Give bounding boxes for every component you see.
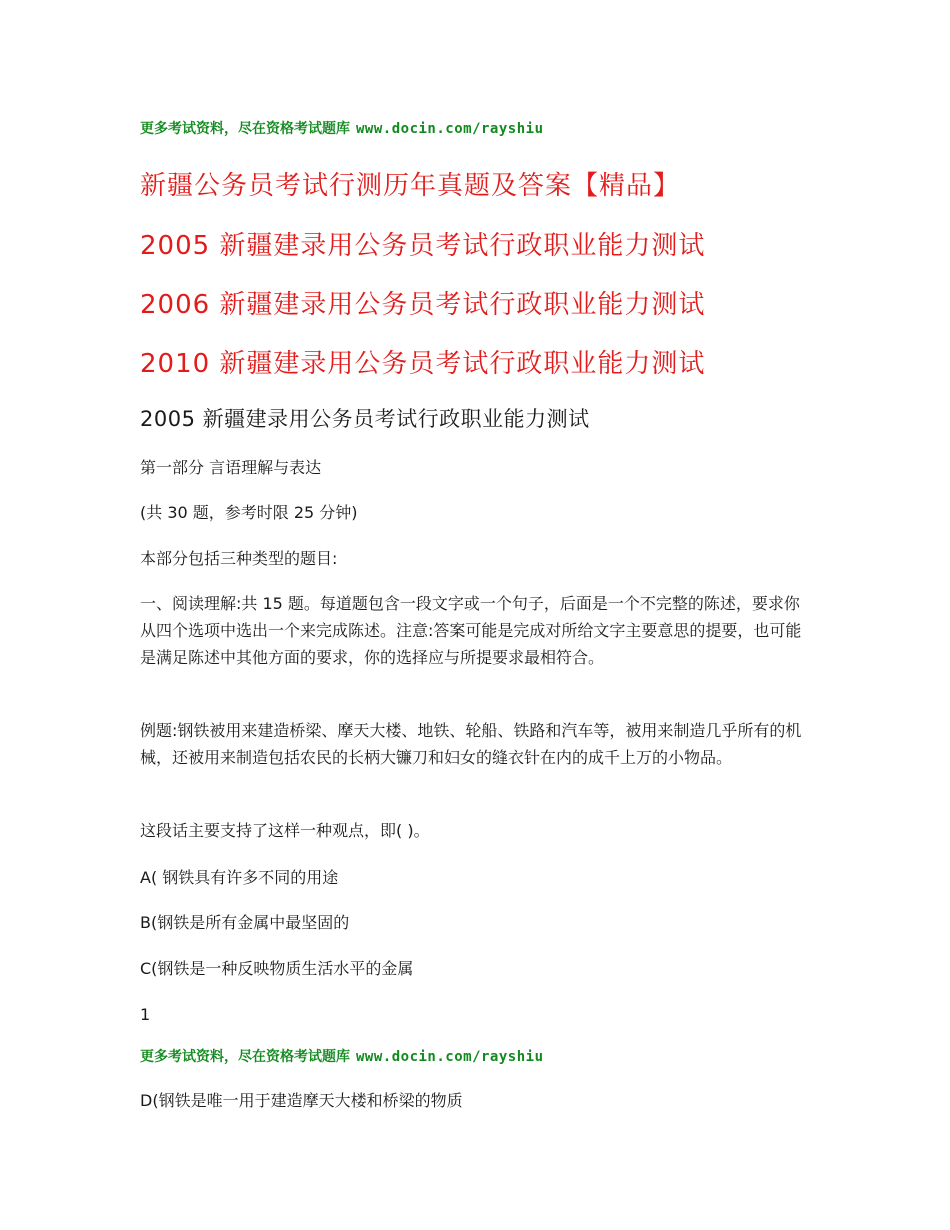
- question-stem: 这段话主要支持了这样一种观点，即( )。: [140, 821, 430, 840]
- promo-link[interactable]: www.docin.com/rayshiu: [356, 121, 544, 137]
- option-d: D(钢铁是唯一用于建造摩天大楼和桥梁的物质: [140, 1091, 463, 1110]
- promo-text: 更多考试资料，尽在资格考试题库: [140, 1049, 350, 1065]
- part-heading: 第一部分 言语理解与表达: [140, 458, 322, 477]
- title-2006: 2006 新疆建录用公务员考试行政职业能力测试: [140, 290, 706, 320]
- types-intro: 本部分包括三种类型的题目:: [140, 549, 338, 568]
- option-a: A( 钢铁具有许多不同的用途: [140, 868, 339, 887]
- option-b: B(钢铁是所有金属中最坚固的: [140, 913, 350, 932]
- title-2010: 2010 新疆建录用公务员考试行政职业能力测试: [140, 349, 706, 379]
- promo-footer: [140, 1046, 544, 1066]
- reading-instructions: 一、阅读理解:共 15 题。每道题包含一段文字或一个句子，后面是一个不完整的陈述，要求你从四个选项中选出一个来完成陈述。注意:答案可能是完成对所给文字主要意思的提要，也可能是满足陈述中其他方面的要求，你的选择应与所提要求最相符合。: [140, 594, 802, 667]
- question-count: (共 30 题，参考时限 25 分钟): [140, 503, 358, 522]
- page-number: 1: [140, 1005, 151, 1024]
- promo-header: [140, 118, 544, 138]
- promo-text: 更多考试资料，尽在资格考试题库: [140, 121, 350, 137]
- section-title: 2005 新疆建录用公务员考试行政职业能力测试: [140, 407, 590, 431]
- option-c: C(钢铁是一种反映物质生活水平的金属: [140, 959, 414, 978]
- main-title: 新疆公务员考试行测历年真题及答案【精品】: [140, 171, 681, 201]
- promo-link[interactable]: www.docin.com/rayshiu: [356, 1049, 544, 1065]
- example-text: 例题:钢铁被用来建造桥梁、摩天大楼、地铁、轮船、铁路和汽车等，被用来制造几乎所有的机械，还被用来制造包括农民的长柄大镰刀和妇女的缝衣针在内的成千上万的小物品。: [140, 721, 802, 767]
- title-2005: 2005 新疆建录用公务员考试行政职业能力测试: [140, 231, 706, 261]
